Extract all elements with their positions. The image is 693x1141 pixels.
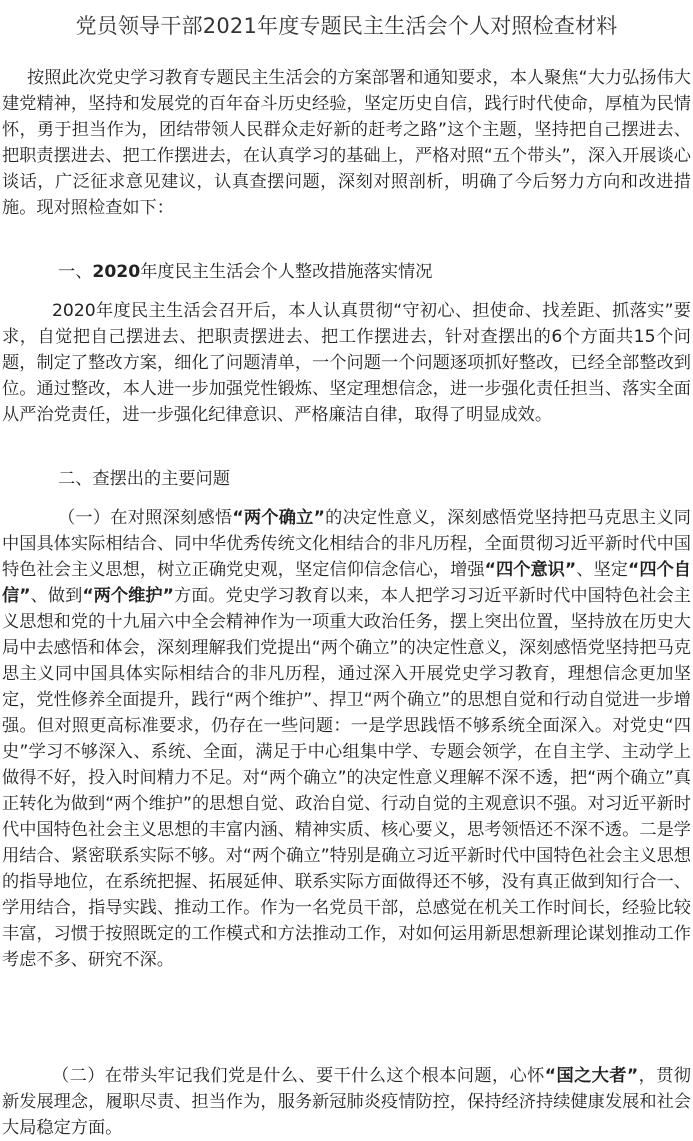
item-1-text: 的决定性意义，深刻感悟党坚持把马克思主义同中国具体实际相结合、同中华优秀传统文化相结合的非凡历程，全面贯彻习近平新时代中国特色社会主义思想，树立正确党史观，坚定信仰信念信心，增强 [2,508,691,580]
section-1-heading-rest: 年度民主生活会个人整改措施落实情况 [140,262,433,282]
item-2-text: （二）在带头牢记我们党是什么、要干什么这个根本问题，心怀 [52,1066,545,1086]
section-1-body: 2020年度民主生活会召开后，本人认真贯彻“守初心、担使命、找差距、抓落实”要求，自觉把自己摆进去、把职责摆进去、把工作摆进去，针对查摆出的6个方面共15个问题，制定了整改方案，细化了问题清单，一个问题一个问题逐项抓好整改，已经全部整改到位。通过整改，本人进一步加强党性锻炼、坚定理想信念，进一步强化责任担当、落实全面从严治党责任，进一步强化纪律意识、严格廉洁自律，取得了明显成效。 [2,301,691,425]
section-1-heading-year: 2020 [92,262,141,282]
item-1-text: 、做到 [30,586,83,606]
item-2-emphasis: “国之大者” [544,1066,639,1086]
intro-paragraph: 按照此次党史学习教育专题民主生活会的方案部署和通知要求，本人聚焦“大力弘扬伟大建党精神，坚持和发展党的百年奋斗历史经验，坚定历史自信，践行时代使命，厚植为民情怀，勇于担当作为，团结带领人民群众走好新的赶考之路”这个主题，坚持把自己摆进去、把职责摆进去、把工作摆进去，在认真学习的基础上，严格对照“五个带头”，深入开展谈心谈话，广泛征求意见建议，认真查摆问题，深刻对照剖析，明确了今后努力方向和改进措施。现对照检查如下： [2,68,691,218]
item-1-emphasis: “四个意识” [484,560,577,580]
item-1-emphasis: “两个确立” [232,508,325,528]
section-2-item-2 [2,1063,691,1141]
item-1-text: （一）在对照深刻感悟 [58,508,233,528]
section-2-heading: 二、查摆出的主要问题 [58,469,230,489]
item-1-emphasis: “四个自信” [2,560,691,606]
item-1-emphasis: “两个维护” [82,586,174,606]
item-1-text: 方面。党史学习教育以来，本人把学习习近平新时代中国特色社会主义思想和党的十九届六中全会精神作为一项重大政治任务，摆上突出位置，坚持放在历史大局中去感悟和体会，深刻理解我们党提出“两个确立”的决定性意义，深刻感悟党坚持把马克思主义同中国具体实际相结合的非凡历程，通过深入开展党史学习教育，理想信念更加坚定，党性修养全面提升，践行“两个维护”、捍卫“两个确立”的思想自觉和行动自觉进一步增强。但对照更高标准要求，仍存在一些问题：一是学思践悟不够系统全面深入。对党史“四史”学习不够深入、系统、全面，满足于中心组集中学、专题会领学，在自主学、主动学上做得不好，投入时间精力不足。对“两个确立”的决定性意义理解不深不透，把“两个确立”真正转化为做到“两个维护”的思想自觉、政治自觉、行动自觉的主观意识不强。对习近平新时代中国特色社会主义思想的丰富内涵、精神实质、核心要义，思考领悟还不深不透。二是学用结合、紧密联系实际不够。对“两个确立”特别是确立习近平新时代中国特色社会主义思想的指导地位，在系统把握、拓展延伸、联系实际方面做得还不够，没有真正做到知行合一、学用结合，指导实践、推动工作。作为一名党员干部，总感觉在机关工作时间长，经验比较丰富，习惯于按照既定的工作模式和方法推动工作，对如何运用新思想新理论谋划推动工作考虑不多、研究不深。 [2,586,691,970]
section-1-heading-prefix: 一、 [58,262,93,282]
section-2-item-1 [2,505,691,973]
section-1-heading [2,259,691,285]
item-2-text: ，贯彻新发展理念，履职尽责、担当作为，服务新冠肺炎疫情防控，保持经济持续健康发展和社会大局稳定方面。 [2,1066,691,1138]
item-1-text: 、坚定 [576,560,628,580]
document-title: 党员领导干部2021年度专题民主生活会个人对照检查材料 [75,14,618,38]
